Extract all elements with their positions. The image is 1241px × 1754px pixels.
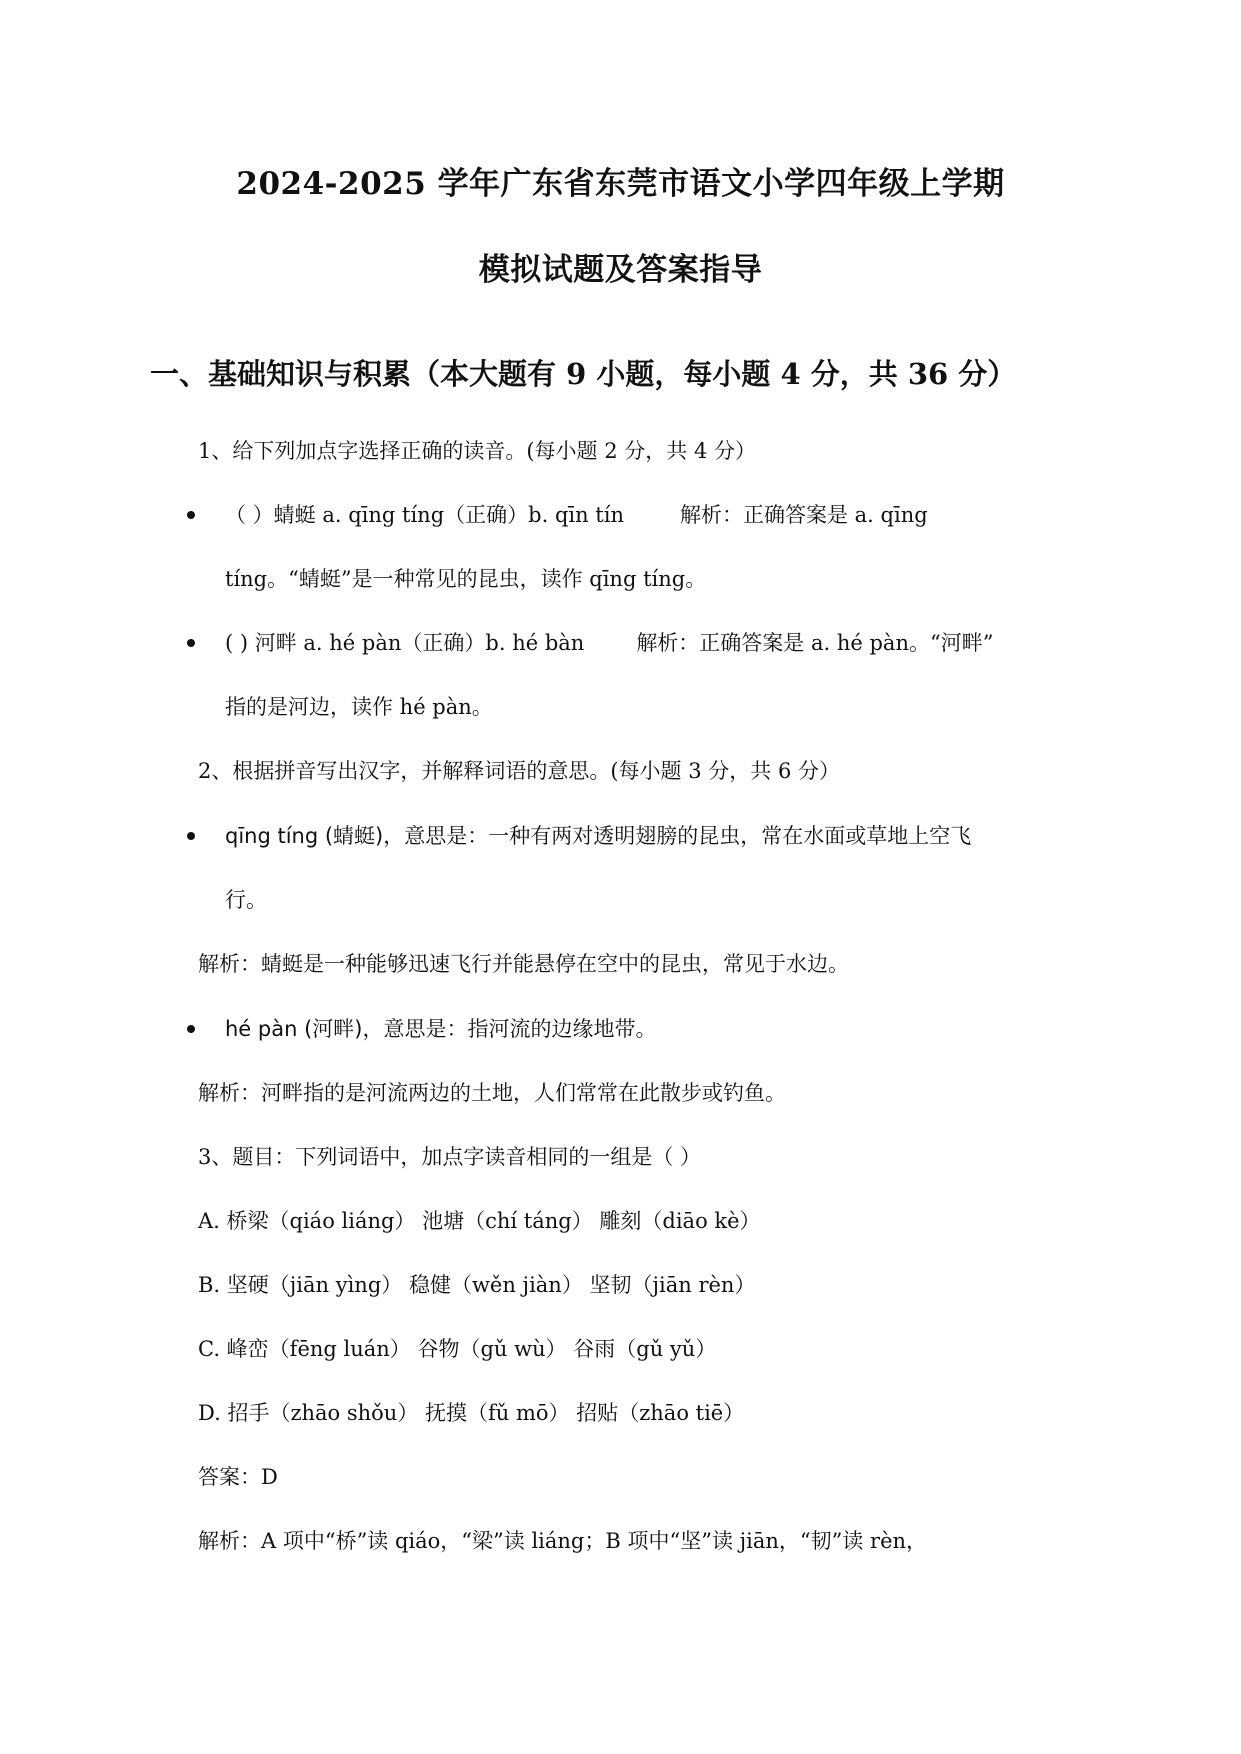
q2-item1	[225, 822, 971, 850]
q2-item2-analysis: 解析：河畔指的是河流两边的土地，人们常常在此散步或钓鱼。	[198, 1081, 786, 1105]
q2-item1-meaning: ，意思是：一种有两对透明翅膀的昆虫，常在水面或草地上空飞	[383, 824, 972, 848]
q1-item1-analysis: 解析：正确答案是 a. qīng	[679, 503, 928, 527]
q3-option-d: D. 招手（zhāo shǒu） 抚摸（fǔ mō） 招贴（zhāo tiē）	[198, 1401, 745, 1425]
document-title-line1: 2024-2025 学年广东省东莞市语文小学四年级上学期	[236, 166, 1005, 202]
q1-item2-question: ( ) 河畔 a. hé pàn（正确）b. hé bàn	[225, 631, 585, 655]
bullet-icon	[187, 639, 195, 647]
bullet-icon	[187, 832, 195, 840]
q1-stem: 1、给下列加点字选择正确的读音。(每小题 2 分，共 4 分）	[198, 439, 756, 463]
q1-item1-analysis-cont: tíng。“蜻蜓”是一种常见的昆虫，读作 qīng tíng。	[225, 567, 707, 591]
q2-item2-meaning: ，意思是：指河流的边缘地带。	[362, 1017, 657, 1041]
q2-item1-meaning-cont: 行。	[225, 888, 267, 912]
q1-item2-analysis-cont: 指的是河边，读作 hé pàn。	[225, 695, 493, 719]
q3-option-b: B. 坚硬（jiān yìng） 稳健（wěn jiàn） 坚韧（jiān rèn）	[198, 1273, 756, 1297]
q2-item2-pinyin: hé pàn (河畔)	[225, 1017, 363, 1041]
q1-item1-question: （ ）蜻蜓 a. qīng tíng（正确）b. qīn tín	[225, 503, 624, 527]
section-heading: 一、基础知识与积累（本大题有 9 小题，每小题 4 分，共 36 分）	[150, 357, 1017, 391]
q2-item1-pinyin: qīng tíng (蜻蜓)	[225, 824, 384, 848]
q1-item1	[225, 501, 928, 529]
q1-item2-analysis: 解析：正确答案是 a. hé pàn。“河畔”	[636, 631, 994, 655]
q3-answer: 答案：D	[198, 1465, 278, 1489]
document-title-line2: 模拟试题及答案指导	[478, 252, 763, 288]
q2-stem: 2、根据拼音写出汉字，并解释词语的意思。(每小题 3 分，共 6 分）	[198, 759, 840, 783]
bullet-icon	[187, 1025, 195, 1033]
q3-option-c: C. 峰峦（fēng luán） 谷物（gǔ wù） 谷雨（gǔ yǔ）	[198, 1337, 717, 1361]
q2-item1-analysis: 解析：蜻蜓是一种能够迅速飞行并能悬停在空中的昆虫，常见于水边。	[198, 952, 849, 976]
bullet-icon	[187, 511, 195, 519]
q3-stem: 3、题目：下列词语中，加点字读音相同的一组是（ ）	[198, 1145, 702, 1169]
q1-item2	[225, 629, 993, 657]
q2-item2	[225, 1015, 656, 1043]
q3-analysis: 解析：A 项中“桥”读 qiáo，“梁”读 liáng；B 项中“坚”读 jiān，“韧”读 rèn，	[198, 1529, 928, 1553]
q3-option-a: A. 桥梁（qiáo liáng） 池塘（chí táng） 雕刻（diāo kè）	[198, 1209, 761, 1233]
